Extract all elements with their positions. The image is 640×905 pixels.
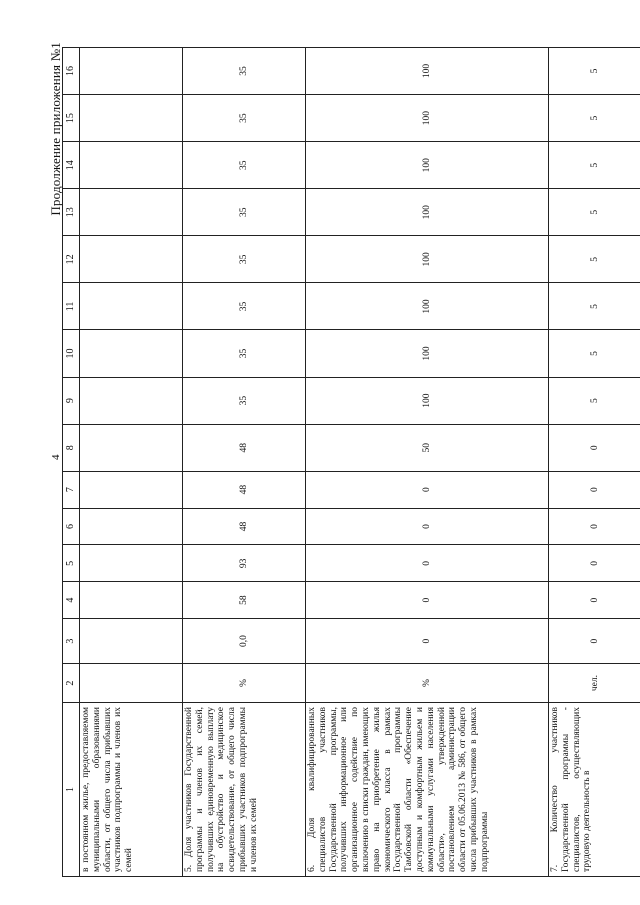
value-cell: 35 bbox=[183, 330, 306, 377]
header-cell: 6 bbox=[63, 508, 80, 545]
header-cell: 13 bbox=[63, 189, 80, 236]
value-cell: 35 bbox=[183, 95, 306, 142]
value-cell: 5 bbox=[549, 189, 640, 236]
value-cell: 50 bbox=[306, 424, 549, 471]
value-cell: 0 bbox=[549, 508, 640, 545]
value-cell: 100 bbox=[306, 48, 549, 95]
value-cell: 0 bbox=[549, 619, 640, 664]
header-cell: 11 bbox=[63, 283, 80, 330]
value-cell: 0,0 bbox=[183, 619, 306, 664]
value-cell bbox=[80, 236, 183, 283]
value-cell: 58 bbox=[183, 582, 306, 619]
value-cell: 5 bbox=[549, 95, 640, 142]
value-cell: 0 bbox=[306, 471, 549, 508]
value-cell: 100 bbox=[306, 142, 549, 189]
table-row bbox=[306, 48, 549, 877]
header-cell: 1 bbox=[63, 703, 80, 877]
indicator-description: в постоянном жилье, предоставляемом муниципальными образованиями области, от общего числа прибывших участников подпрограммы и членов их семей bbox=[80, 703, 183, 877]
header-cell: 7 bbox=[63, 471, 80, 508]
value-cell: 35 bbox=[183, 377, 306, 424]
header-cell: 3 bbox=[63, 619, 80, 664]
value-cell: 48 bbox=[183, 471, 306, 508]
value-cell: 48 bbox=[183, 424, 306, 471]
value-cell: 5 bbox=[549, 142, 640, 189]
value-cell: 100 bbox=[306, 377, 549, 424]
value-cell bbox=[80, 283, 183, 330]
header-cell: 14 bbox=[63, 142, 80, 189]
indicator-description: 5. Доля участников Государственной программы и членов их семей, получивших единовременную выплату на обустройство и медицинское освидетельствование, от общего числа прибывших участников подпрограммы и членов их семей bbox=[183, 703, 306, 877]
unit-cell bbox=[80, 664, 183, 703]
value-cell bbox=[80, 95, 183, 142]
value-cell bbox=[80, 48, 183, 95]
value-cell: 35 bbox=[183, 283, 306, 330]
value-cell: 100 bbox=[306, 283, 549, 330]
unit-cell: % bbox=[306, 664, 549, 703]
header-cell: 16 bbox=[63, 48, 80, 95]
indicator-description: 6. Доля квалифицированных специалистов участников Государственной программы, получивших информационное или организационное содействие по включению в списки граждан, имеющих право на приобретение жилья экономического класса в рамках Государственной программы Тамбовской области «Обеспечение доступным и комфортным жильем и коммунальными услугами населения области», утвержденной постановлением администрации области от 05.06.2013 № 586, от общего числа прибывших участников в рамках подпрограммы bbox=[306, 703, 549, 877]
value-cell bbox=[80, 471, 183, 508]
value-cell: 5 bbox=[549, 48, 640, 95]
value-cell: 35 bbox=[183, 236, 306, 283]
table-row bbox=[549, 48, 640, 877]
value-cell: 93 bbox=[183, 545, 306, 582]
value-cell: 100 bbox=[306, 236, 549, 283]
appendix-caption: Продолжение приложения №1 bbox=[48, 42, 63, 216]
value-cell: 0 bbox=[306, 508, 549, 545]
header-row bbox=[63, 48, 80, 877]
value-cell: 0 bbox=[549, 545, 640, 582]
value-cell bbox=[80, 545, 183, 582]
header-cell: 12 bbox=[63, 236, 80, 283]
table-row bbox=[80, 48, 183, 877]
value-cell: 0 bbox=[549, 582, 640, 619]
header-cell: 8 bbox=[63, 424, 80, 471]
unit-cell: % bbox=[183, 664, 306, 703]
indicator-description: 7. Количество участников Государственной программы - специалистов, осуществляющих трудовую деятельность в bbox=[549, 703, 640, 877]
value-cell: 0 bbox=[306, 619, 549, 664]
value-cell bbox=[80, 330, 183, 377]
value-cell bbox=[80, 377, 183, 424]
header-cell: 2 bbox=[63, 664, 80, 703]
value-cell bbox=[80, 424, 183, 471]
value-cell: 100 bbox=[306, 330, 549, 377]
value-cell: 5 bbox=[549, 236, 640, 283]
value-cell: 48 bbox=[183, 508, 306, 545]
value-cell: 5 bbox=[549, 330, 640, 377]
value-cell: 0 bbox=[306, 582, 549, 619]
page-number: 4 bbox=[50, 454, 62, 460]
value-cell bbox=[80, 508, 183, 545]
value-cell: 0 bbox=[549, 471, 640, 508]
value-cell: 100 bbox=[306, 95, 549, 142]
value-cell: 5 bbox=[549, 377, 640, 424]
value-cell: 35 bbox=[183, 48, 306, 95]
value-cell: 0 bbox=[549, 424, 640, 471]
unit-cell: чел. bbox=[549, 664, 640, 703]
header-cell: 9 bbox=[63, 377, 80, 424]
header-cell: 4 bbox=[63, 582, 80, 619]
value-cell: 35 bbox=[183, 189, 306, 236]
value-cell bbox=[80, 582, 183, 619]
value-cell: 100 bbox=[306, 189, 549, 236]
header-cell: 15 bbox=[63, 95, 80, 142]
value-cell: 0 bbox=[306, 545, 549, 582]
value-cell bbox=[80, 142, 183, 189]
table-row bbox=[183, 48, 306, 877]
value-cell bbox=[80, 619, 183, 664]
header-cell: 5 bbox=[63, 545, 80, 582]
value-cell: 35 bbox=[183, 142, 306, 189]
indicators-table bbox=[62, 47, 640, 877]
value-cell: 5 bbox=[549, 283, 640, 330]
header-cell: 10 bbox=[63, 330, 80, 377]
value-cell bbox=[80, 189, 183, 236]
